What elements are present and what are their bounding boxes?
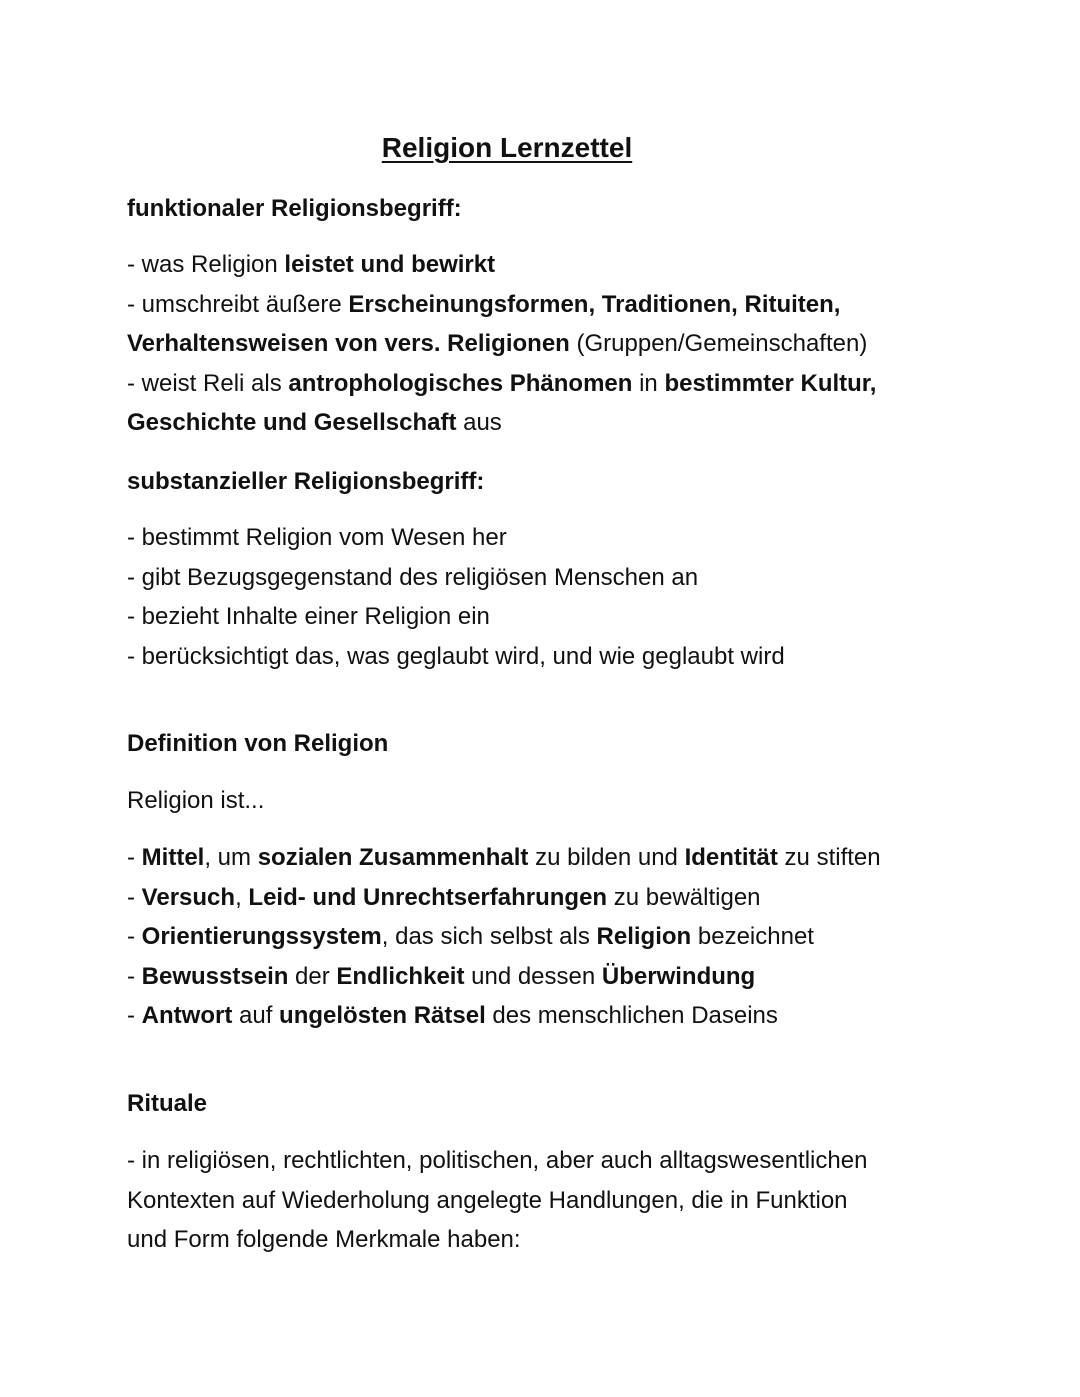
section-definition-body [127, 838, 957, 1036]
bold-term: Verhaltensweisen von vers. Religionen [127, 330, 570, 358]
text-segment: - berücksichtigt das, was geglaubt wird, und wie geglaubt wird [127, 642, 785, 670]
text-segment: und dessen [464, 962, 602, 990]
text-segment: - [127, 844, 142, 871]
bold-term: leistet und bewirkt [284, 251, 496, 278]
text-line [127, 558, 957, 598]
text-segment: , [235, 883, 249, 911]
bold-term: Versuch [141, 883, 236, 911]
section-functional-body [127, 245, 957, 443]
text-line [127, 838, 957, 878]
section-heading: Definition von Religion [127, 730, 389, 757]
text-segment: (Gruppen/Gemeinschaften) [569, 330, 868, 358]
section-functional [127, 192, 957, 226]
bold-term: Leid- und Unrechtserfahrungen [248, 883, 608, 911]
bold-term: Geschichte und Gesellschaft [127, 409, 457, 437]
text-segment: auf [232, 1002, 280, 1030]
text-line [127, 285, 957, 325]
text-segment: - weist Reli als [127, 369, 289, 397]
section-heading: funktionaler Religionsbegriff: [127, 195, 462, 222]
bold-term: Mittel [141, 844, 205, 871]
text-segment: - gibt Bezugsgegenstand des religiösen Menschen an [127, 563, 699, 591]
text-segment: und Form folgende Merkmale haben: [127, 1226, 521, 1254]
text-line [127, 917, 957, 957]
text-segment: - [127, 923, 142, 951]
section-rituals [127, 1087, 957, 1121]
text-line [127, 403, 957, 443]
text-segment: - [127, 962, 142, 990]
text-segment: , um [204, 844, 258, 871]
bold-term: bestimmter Kultur, [664, 369, 877, 397]
bold-term: antrophologisches Phänomen [288, 369, 633, 397]
text-segment: zu bewältigen [607, 883, 761, 911]
section-rituals-body [127, 1141, 957, 1260]
text-segment: der [288, 962, 337, 990]
text-line [127, 1220, 957, 1260]
text-segment: aus [456, 409, 502, 437]
section-substantial-body [127, 518, 957, 676]
text-segment: - [127, 883, 142, 911]
text-line [127, 637, 957, 677]
text-segment: des menschlichen Daseins [485, 1002, 778, 1030]
text-line [127, 878, 957, 918]
page-title: Religion Lernzettel [381, 132, 633, 163]
bold-term: Religion [596, 923, 692, 951]
text-line [127, 245, 957, 285]
text-line [127, 518, 957, 558]
section-definition [127, 727, 957, 761]
bold-term: Erscheinungsformen, Traditionen, Rituiten, [348, 290, 841, 318]
bold-term: Endlichkeit [336, 962, 465, 990]
text-segment: - bezieht Inhalte einer Religion ein [127, 603, 490, 631]
text-segment: zu bilden und [528, 844, 685, 871]
bold-term: sozialen Zusammenhalt [257, 844, 529, 871]
section-heading: substanzieller Religionsbegriff: [127, 468, 485, 495]
bold-term: Identität [684, 844, 778, 871]
text-line [127, 597, 957, 637]
text-segment: - umschreibt äußere [127, 290, 349, 318]
text-segment: in [632, 369, 665, 397]
text-line [127, 957, 957, 997]
bold-term: Orientierungssystem [141, 923, 382, 951]
text-line [127, 1141, 957, 1181]
text-segment: , das sich selbst als [381, 923, 597, 951]
text-segment: - in religiösen, rechtlichten, politischen, aber auch alltagswesentlichen [127, 1147, 868, 1174]
text-segment: bezeichnet [691, 923, 814, 951]
text-line [127, 996, 957, 1036]
text-line [127, 1181, 957, 1221]
bold-term: Antwort [141, 1002, 233, 1030]
text-line [127, 324, 957, 364]
bold-term: Bewusstsein [141, 962, 289, 990]
section-definition-intro [127, 781, 957, 821]
text-segment: - bestimmt Religion vom Wesen her [127, 524, 507, 551]
bold-term: ungelösten Rätsel [279, 1002, 486, 1030]
intro-text: Religion ist... [127, 787, 265, 814]
text-segment: - [127, 1002, 142, 1030]
text-segment: Kontexten auf Wiederholung angelegte Handlungen, die in Funktion [127, 1186, 848, 1214]
section-heading: Rituale [127, 1090, 208, 1117]
bold-term: Überwindung [601, 962, 756, 990]
section-substantial [127, 465, 957, 499]
text-segment: - was Religion [127, 251, 285, 278]
text-segment: zu stiften [777, 844, 881, 871]
text-line [127, 364, 957, 404]
